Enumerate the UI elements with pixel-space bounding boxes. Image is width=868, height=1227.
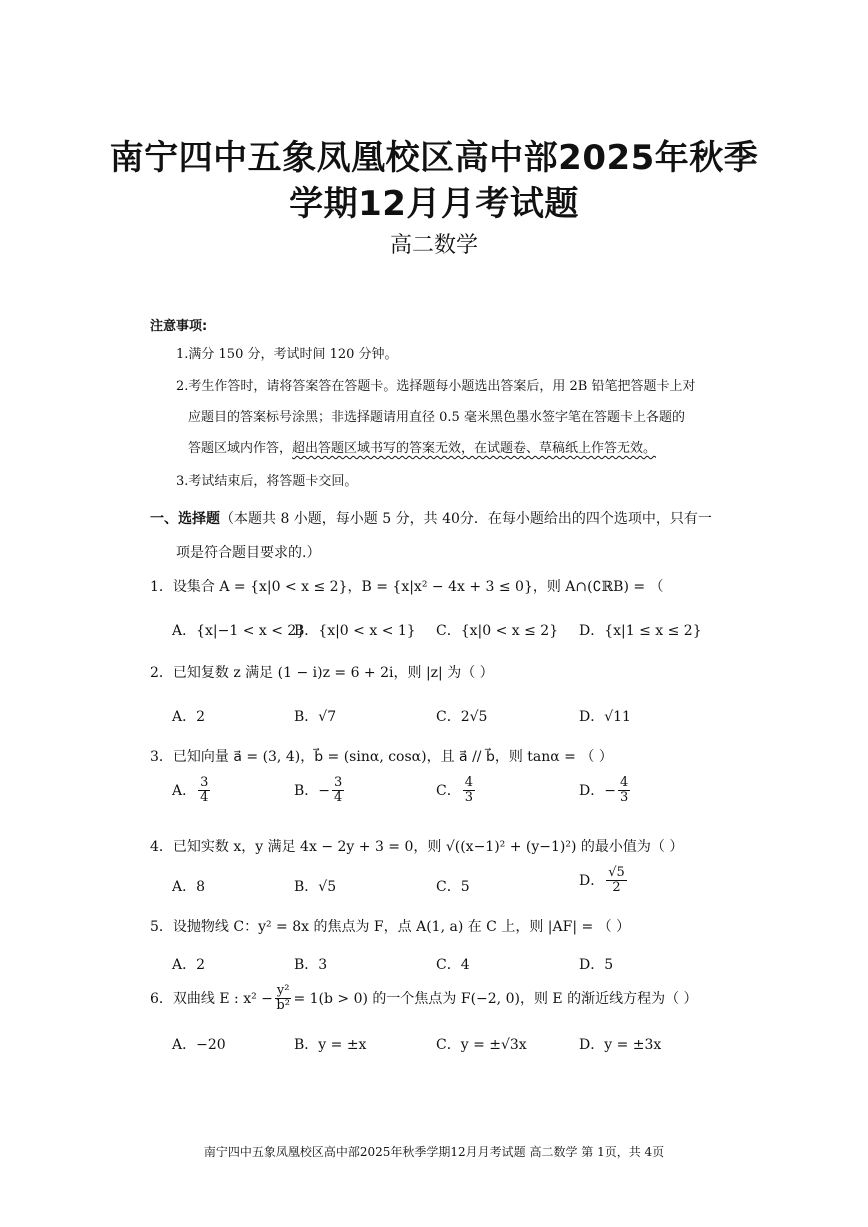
- notice-item-2-normal-text: 答题区域内作答，: [188, 441, 293, 456]
- question-3-option-c: [436, 776, 477, 806]
- question-4-stem: 4．已知实数 x，y 满足 4x − 2y + 3 = 0，则 √((x−1)² + (y−1)²) 的最小值为（ ）: [150, 839, 684, 855]
- question-3-option-d: [579, 776, 632, 806]
- option-label: D．: [579, 782, 605, 799]
- fraction: [463, 776, 475, 806]
- fraction: [275, 984, 292, 1014]
- notice-item-2-emphasis: 超出答题区域书写的答案无效，在试题卷、草稿纸上作答无效。: [292, 441, 657, 456]
- question-1-option-c: C．{x|0 < x ≤ 2}: [436, 623, 559, 639]
- fraction-denominator: 3: [619, 790, 629, 806]
- fraction-denominator: b²: [276, 998, 290, 1014]
- fraction-denominator: 3: [464, 790, 473, 806]
- question-5-option-c: C．4: [436, 957, 470, 973]
- section-one-desc-1: （本题共 8 小题，每小题 5 分，共 40分．在每小题给出的四个选项中，只有一: [220, 511, 712, 527]
- question-2-option-c: C．2√5: [436, 709, 488, 725]
- notice-item-2-line-3: [188, 442, 656, 455]
- question-1-option-a: A．{x|−1 < x < 2}: [172, 623, 306, 639]
- question-5-stem: 5．设抛物线 C：y² = 8x 的焦点为 F，点 A(1, a) 在 C 上，则 |AF| = （ ）: [150, 919, 631, 935]
- question-1-stem: 1．设集合 A = {x|0 < x ≤ 2}，B = {x|x² − 4x + 3 ≤ 0}，则 A∩(∁ℝB) = （: [150, 579, 664, 595]
- notice-item-2-line-2: 应题目的答案标号涂黑；非选择题请用直径 0.5 毫米黑色墨水签字笔在答题卡上各题的: [188, 410, 685, 425]
- fraction-numerator: 3: [334, 775, 343, 790]
- question-5-option-b: B．3: [294, 957, 328, 973]
- option-label: A．: [172, 782, 197, 799]
- fraction: [332, 776, 344, 806]
- fraction-numerator: 4: [619, 775, 629, 790]
- question-6-stem-end: = 1(b > 0) 的一个焦点为 F(−2, 0)，则 E 的渐近线方程为（ ）: [293, 990, 698, 1007]
- question-4-option-b: B．√5: [294, 879, 337, 895]
- fraction-numerator: y²: [276, 983, 290, 998]
- question-5-option-d: D．5: [579, 957, 614, 973]
- notice-item-2-line-1: 2.考生作答时，请将答案答在答题卡。选择题每小题选出答案后，用 2B 铅笔把答题卡上对: [176, 379, 696, 394]
- question-6-stem-start: 6．双曲线 E : x² −: [150, 990, 273, 1007]
- fraction-denominator: 4: [200, 790, 209, 806]
- question-2-option-d: D．√11: [579, 709, 631, 725]
- question-1-option-d: D．{x|1 ≤ x ≤ 2}: [579, 623, 702, 639]
- exam-title-line2: 学期12月月考试题: [289, 184, 579, 224]
- option-sign: −: [604, 782, 616, 799]
- exam-subject: 高二数学: [389, 233, 478, 258]
- option-label: C．: [436, 782, 461, 799]
- fraction: [618, 776, 630, 806]
- question-6-option-c: C．y = ±√3x: [436, 1037, 527, 1053]
- fraction-numerator: 4: [464, 775, 473, 790]
- question-2-option-a: A．2: [172, 709, 206, 725]
- option-label: B．: [294, 782, 319, 799]
- section-one-header: [150, 508, 712, 528]
- question-3-option-b: [294, 776, 346, 806]
- question-5-option-a: A．2: [172, 957, 206, 973]
- question-4-option-a: A．8: [172, 879, 206, 895]
- fraction-numerator: 3: [200, 775, 209, 790]
- fraction: [198, 776, 210, 806]
- option-sign: −: [318, 782, 331, 799]
- section-one-label: 一、选择题: [150, 511, 220, 527]
- question-1-option-b: B．{x|0 < x < 1}: [294, 623, 416, 639]
- question-6-option-d: D．y = ±3x: [579, 1037, 662, 1053]
- section-one-desc-2: 项是符合题目要求的.）: [176, 545, 321, 561]
- question-6-stem: [150, 984, 698, 1014]
- fraction-denominator: 2: [612, 880, 621, 896]
- fraction: [606, 866, 627, 896]
- question-3-stem: 3．已知向量 a⃗ = (3, 4)，b⃗ = (sinα, cosα)，且 a⃗ // b⃗，则 tanα = （ ）: [150, 749, 613, 765]
- notice-item-1: 1.满分 150 分，考试时间 120 分钟。: [176, 347, 398, 362]
- option-label: D．: [579, 872, 605, 889]
- question-3-option-a: [172, 776, 212, 806]
- question-6-option-a: A．−20: [172, 1037, 226, 1053]
- exam-title-line1: 南宁四中五象凤凰校区高中部2025年秋季: [109, 138, 759, 178]
- question-4-option-d: [579, 866, 629, 896]
- question-6-option-b: B．y = ±x: [294, 1037, 367, 1053]
- fraction-numerator: √5: [608, 865, 625, 880]
- question-2-option-b: B．√7: [294, 709, 337, 725]
- notice-heading: 注意事项:: [150, 319, 208, 334]
- notice-item-3: 3.考试结束后，将答题卡交回。: [176, 474, 358, 489]
- question-4-option-c: C．5: [436, 879, 470, 895]
- question-2-stem: 2．已知复数 z 满足 (1 − i)z = 6 + 2i，则 |z| 为（ ）: [150, 665, 494, 681]
- fraction-denominator: 4: [334, 790, 343, 806]
- page-footer: 南宁四中五象凤凰校区高中部2025年秋季学期12月月考试题 高二数学 第 1页，共 4页: [203, 1145, 665, 1159]
